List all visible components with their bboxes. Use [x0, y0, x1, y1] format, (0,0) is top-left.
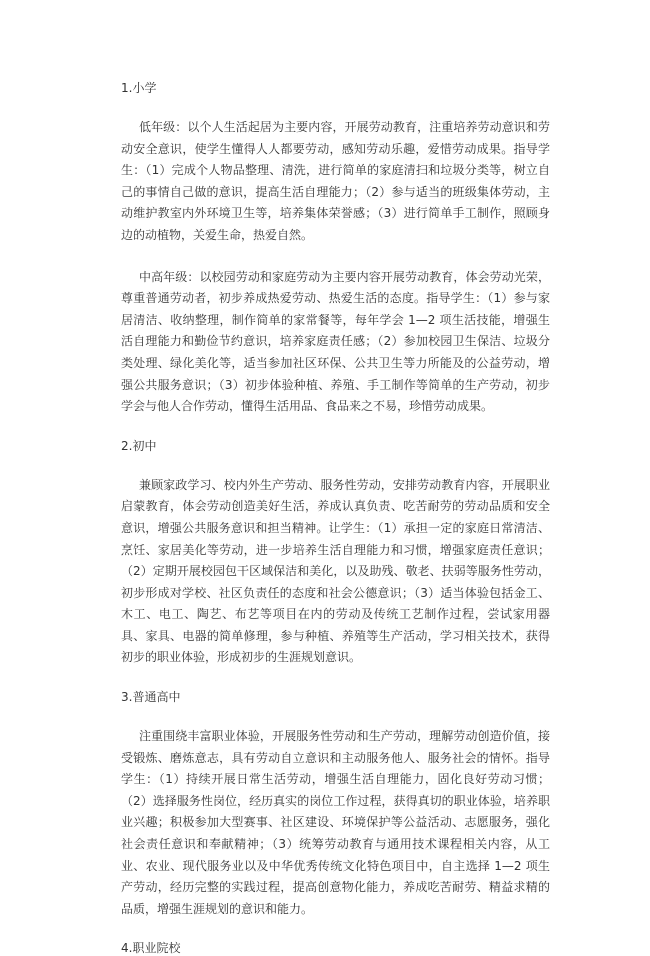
section-heading-senior-high: 3.普通高中	[121, 690, 181, 705]
paragraph-middle-upper-grades: 中高年级：以校园劳动和家庭劳动为主要内容开展劳动教育，体会劳动光荣，尊重普通劳动者，初步养成热爱劳动、热爱生活的态度。指导学生：（1）参与家居清洁、收纳整理，制作简单的家常餐等，每年学会 1—2 项生活技能，增强生活自理能力和勤俭节约意识，培养家庭责任感；（2）参加校园卫生保洁、垃圾分类处理、绿化美化等，适当参加社区环保、公共卫生等力所能及的公益劳动，增强公共服务意识；（3）初步体验种植、养殖、手工制作等简单的生产劳动，初步学会与他人合作劳动，懂得生活用品、食品来之不易，珍惜劳动成果。	[121, 269, 550, 414]
paragraph-junior-high: 兼顾家政学习、校内外生产劳动、服务性劳动，安排劳动教育内容，开展职业启蒙教育，体会劳动创造美好生活，养成认真负责、吃苦耐劳的劳动品质和安全意识，增强公共服务意识和担当精神。让学生：（1）承担一定的家庭日常清洁、烹饪、家居美化等劳动，进一步培养生活自理能力和习惯，增强家庭责任意识；（2）定期开展校园包干区域保洁和美化，以及助残、敬老、扶弱等服务性劳动，初步形成对学校、社区负责任的态度和社会公德意识；（3）适当体验包括金工、木工、电工、陶艺、布艺等项目在内的劳动及传统工艺制作过程，尝试家用器具、家具、电器的简单修理，参与种植、养殖等生产活动，学习相关技术，获得初步的职业体验，形成初步的生涯规划意识。	[121, 477, 550, 665]
paragraph-lower-grades: 低年级：以个人生活起居为主要内容，开展劳动教育，注重培养劳动意识和劳动安全意识，使学生懂得人人都要劳动，感知劳动乐趣，爱惜劳动成果。指导学生：（1）完成个人物品整理、清洗，进行简单的家庭清扫和垃圾分类等，树立自己的事情自己做的意识，提高生活自理能力；（2）参与适当的班级集体劳动，主动维护教室内外环境卫生等，培养集体荣誉感；（3）进行简单手工制作，照顾身边的动植物，关爱生命，热爱自然。	[121, 120, 550, 242]
paragraph-senior-high: 注重围绕丰富职业体验，开展服务性劳动和生产劳动，理解劳动创造价值，接受锻炼、磨炼意志，具有劳动自立意识和主动服务他人、服务社会的情怀。指导学生：（1）持续开展日常生活劳动，增强生活自理能力，固化良好劳动习惯；（2）选择服务性岗位，经历真实的岗位工作过程，获得真切的职业体验，培养职业兴趣；积极参加大型赛事、社区建设、环境保护等公益活动、志愿服务，强化社会责任意识和奉献精神；（3）统筹劳动教育与通用技术课程相关内容，从工业、农业、现代服务业以及中华优秀传统文化特色项目中，自主选择 1—2 项生产劳动，经历完整的实践过程，提高创意物化能力，养成吃苦耐劳、精益求精的品质，增强生涯规划的意识和能力。	[121, 729, 550, 916]
section-heading-junior-high: 2.初中	[121, 438, 157, 453]
section-heading-primary-school: 1.小学	[121, 81, 157, 95]
section-heading-vocational: 4.职业院校	[121, 941, 181, 956]
document-body	[121, 80, 550, 956]
